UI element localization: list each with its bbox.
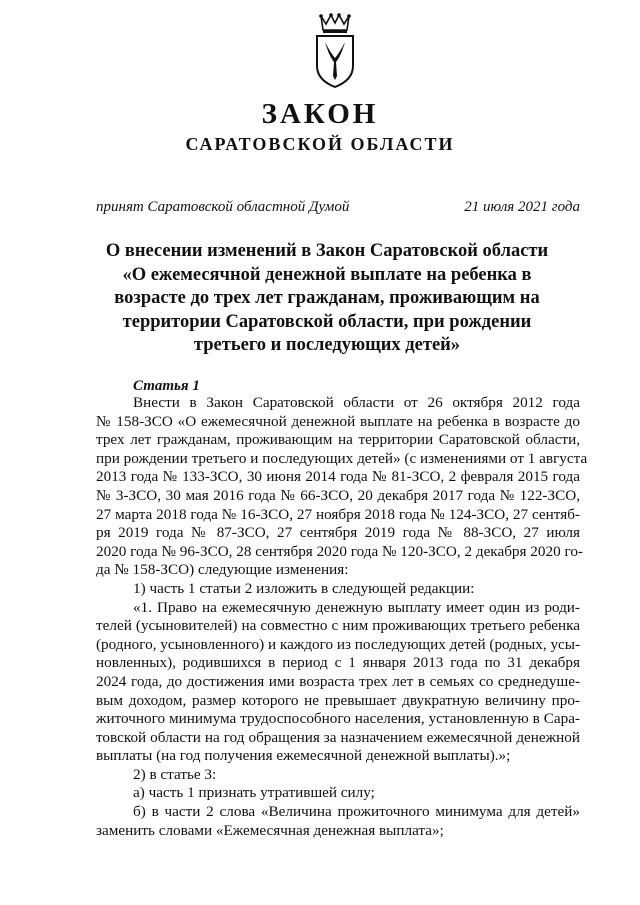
title-line: территории Саратовской области, при рождении — [122, 311, 532, 332]
article-heading: Статья 1 — [133, 378, 200, 394]
body-line: 2024 года, до достижения ими возраста трех лет в семьях со среднедуше- — [96, 672, 580, 690]
region-title: САРАТОВСКОЙ ОБЛАСТИ — [185, 134, 455, 154]
title-line: «О ежемесячной денежной выплате на ребенка в — [122, 264, 532, 285]
title-line: О внесении изменений в Закон Саратовской области — [105, 241, 549, 261]
title-line: третьего и последующих детей» — [193, 335, 461, 355]
body-line: телей (усыновителей) на совместно с ним проживающих третьего ребенка — [96, 617, 580, 635]
body-line: ря 2019 года № 87-ЗСО, 27 сентября 2019 года № 88-ЗСО, 27 июля — [96, 524, 580, 542]
body-line: при рождении третьего и последующих детей» (с изменениями от 1 августа — [96, 449, 588, 467]
body-line: выплаты (на год получения ежемесячной денежной выплаты).»; — [96, 747, 511, 765]
body-line: новленных), родившихся в период с 1 января 2013 года по 31 декабря — [96, 654, 580, 672]
adopted-by: принят Саратовской областной Думой — [96, 199, 350, 215]
body-line: 2020 года № 96-ЗСО, 28 сентября 2020 года № 120-ЗСО, 2 декабря 2020 го- — [96, 542, 583, 560]
document-title — [88, 240, 566, 358]
body-line: 27 марта 2018 года № 16-ЗСО, 27 ноября 2018 года № 124-ЗСО, 27 сентяб- — [96, 505, 580, 523]
body-line: товской области на год обращения за назначением ежемесячной денежной — [96, 728, 580, 746]
article-body — [96, 394, 588, 840]
coat-of-arms-icon — [307, 12, 363, 90]
body-line: № 158-ЗСО «О ежемесячной денежной выплате на ребенка в возрасте до — [96, 412, 580, 430]
body-line: заменить словами «Ежемесячная денежная выплата»; — [96, 821, 444, 839]
body-line: (родного, усыновленного) и каждого из последующих детей (родных, усы- — [96, 635, 581, 653]
body-line: житочного минимума трудоспособного населения, установленную в Сара- — [96, 710, 580, 728]
body-line: да № 158-ЗСО) следующие изменения: — [96, 561, 349, 579]
body-line: б) в части 2 слова «Величина прожиточного минимума для детей» — [133, 803, 580, 821]
body-line: а) часть 1 признать утратившей силу; — [133, 784, 375, 802]
title-line: возрасте до трех лет гражданам, проживающим на — [114, 288, 540, 308]
body-line: 2) в статье 3: — [133, 765, 217, 783]
body-line: 1) часть 1 статьи 2 изложить в следующей редакции: — [133, 579, 475, 597]
body-line: трех лет гражданам, проживающим на территории Саратовской области, — [96, 431, 580, 449]
body-line: «1. Право на ежемесячную денежную выплату имеет один из роди- — [133, 598, 580, 616]
body-line: Внести в Закон Саратовской области от 26 октября 2012 года — [133, 394, 580, 411]
law-title: ЗАКОН — [261, 98, 379, 130]
body-line: № 3-ЗСО, 30 мая 2016 года № 66-ЗСО, 20 декабря 2017 года № 122-ЗСО, — [96, 486, 580, 504]
body-line: 2013 года № 133-ЗСО, 30 июня 2014 года № 81-ЗСО, 2 февраля 2015 года — [96, 468, 580, 486]
body-line: вым доходом, размер которого не превышает двукратную величину про- — [96, 691, 580, 709]
adoption-date: 21 июля 2021 года — [464, 199, 580, 215]
